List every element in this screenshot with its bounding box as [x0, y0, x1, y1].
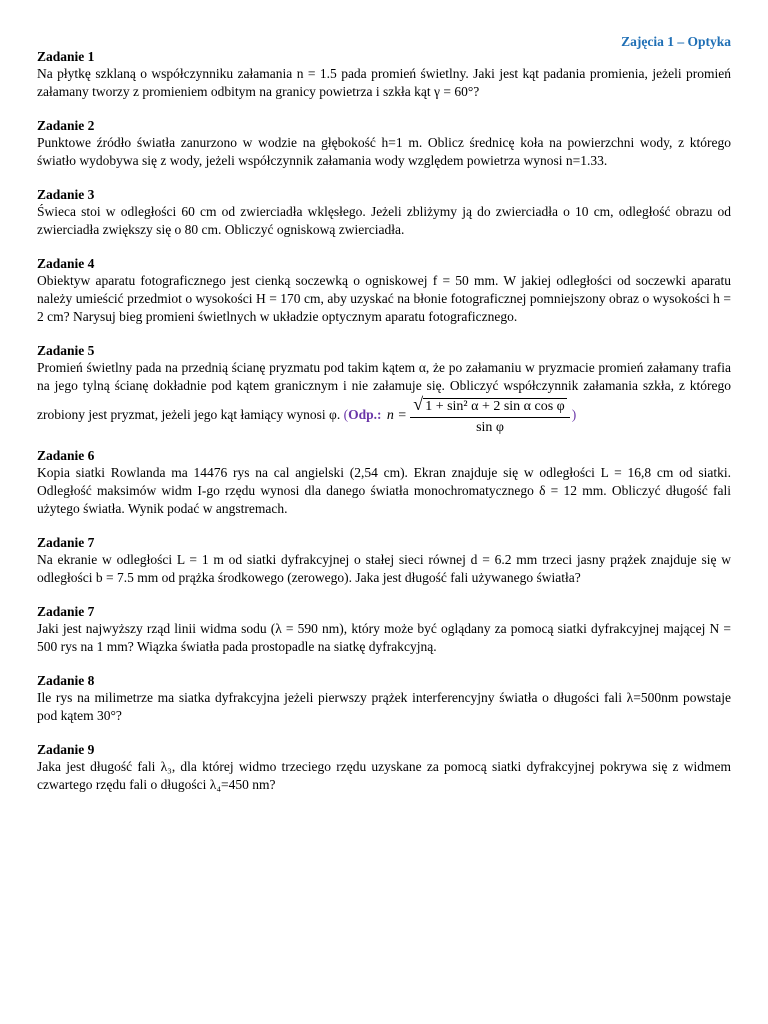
answer-open-paren: ( [343, 407, 349, 423]
task-9 [37, 741, 731, 794]
task-text: Punktowe źródło światła zanurzono w wodzie na głębokość h=1 m. Oblicz średnicę koła na powierzchni wody, z którego światło wydobywa się z wody, jeżeli współczynnik załamania wody względem powietrza wynosi n=1.33. [37, 135, 731, 168]
task-text: Jaka jest długość fali λ₃, dla której widmo trzeciego rzędu uzyskane za pomocą siatki dyfrakcyjnej pokrywa się z widmem czwartego rzędu fali o długości λ₄=450 nm? [37, 759, 731, 792]
answer-formula [387, 395, 570, 437]
task-text: Kopia siatki Rowlanda ma 14476 rys na cal angielski (2,54 cm). Ekran znajduje się w odległości L = 16,8 cm od siatki. Odległość maksimów widm I-go rzędu wynosi dla danego światła monochromatycznego δ = 12 mm. Obliczyć długość fali użytego światła. Wynik podać w angstremach. [37, 465, 731, 516]
task-1 [37, 48, 731, 101]
task-title: Zadanie 5 [37, 343, 95, 358]
task-3 [37, 186, 731, 239]
task-7b [37, 603, 731, 656]
task-4 [37, 255, 731, 326]
formula-radicand: 1 + sin² α + 2 sin α cos φ [425, 399, 565, 414]
task-title: Zadanie 2 [37, 118, 95, 133]
task-text: Świeca stoi w odległości 60 cm od zwierciadła wklęsłego. Jeżeli zbliżymy ją do zwierciadła o 10 cm, odległość obrazu od zwierciadła zwiększy się o 80 cm. Obliczyć ogniskową zwierciadła. [37, 204, 731, 237]
formula-denominator: sin φ [476, 420, 504, 435]
task-6 [37, 447, 731, 518]
task-title: Zadanie 9 [37, 742, 95, 757]
task-text: Na ekranie w odległości L = 1 m od siatki dyfrakcyjnej o stałej sieci równej d = 6.2 mm trzeci jasny prążek znajduje się w odległości b = 7.5 mm od prążka środkowego (zerowego). Jaka jest długość fali używanego światła? [37, 552, 731, 585]
sqrt-symbol: √ [413, 394, 424, 414]
formula-numerator [410, 395, 569, 418]
task-5 [37, 342, 731, 437]
task-text-block [37, 359, 731, 437]
task-8 [37, 672, 731, 725]
task-title: Zadanie 4 [37, 256, 95, 271]
task-title: Zadanie 3 [37, 187, 95, 202]
task-2 [37, 117, 731, 170]
page-header: Zajęcia 1 – Optyka [621, 34, 731, 49]
task-title: Zadanie 7 [37, 604, 95, 619]
answer-close-paren: ) [571, 407, 577, 423]
answer-label: Odp.: [348, 407, 382, 423]
formula-lhs: n = [386, 408, 407, 424]
task-list [37, 48, 731, 810]
task-text: Promień świetlny pada na przednią ścianę pryzmatu pod takim kątem α, że po załamaniu w pryzmacie promień załamany trafia na jego tylną ścianę dokładnie pod kątem granicznym i nie załamuje się. Obliczyć współczynnik załamania szkła, z którego zrobiony jest pryzmat, jeżeli jego kąt łamiący wynosi φ. [37, 360, 731, 423]
task-text: Jaki jest najwyższy rząd linii widma sodu (λ = 590 nm), który może być oglądany za pomocą siatki dyfrakcyjnej mającej N = 500 rys na 1 mm? Wiązka światła pada prostopadle na siatkę dyfrakcyjną. [37, 621, 731, 654]
task-title: Zadanie 6 [37, 448, 95, 463]
task-text: Obiektyw aparatu fotograficznego jest cienką soczewką o ogniskowej f = 50 mm. W jakiej odległości od soczewki aparatu należy umieścić przedmiot o wysokości H = 170 cm, aby uzyskać na błonie fotograficznej pomniejszony obraz o wysokości h = 2 cm? Narysuj bieg promieni świetlnych w układzie optycznym aparatu fotograficznego. [37, 273, 731, 324]
task-title: Zadanie 1 [37, 49, 95, 64]
task-7a [37, 534, 731, 587]
task-text: Ile rys na milimetrze ma siatka dyfrakcyjna jeżeli pierwszy prążek interferencyjny światła o długości fali λ=500nm powstaje pod kątem 30°? [37, 690, 731, 723]
formula-fraction [410, 395, 569, 437]
task-title: Zadanie 7 [37, 535, 95, 550]
task-title: Zadanie 8 [37, 673, 95, 688]
task-text: Na płytkę szklaną o współczynniku załamania n = 1.5 pada promień świetlny. Jaki jest kąt padania promienia, jeżeli promień załamany tworzy z promieniem odbitym na granicy powietrza i szkła kąt γ = 60°? [37, 66, 731, 99]
